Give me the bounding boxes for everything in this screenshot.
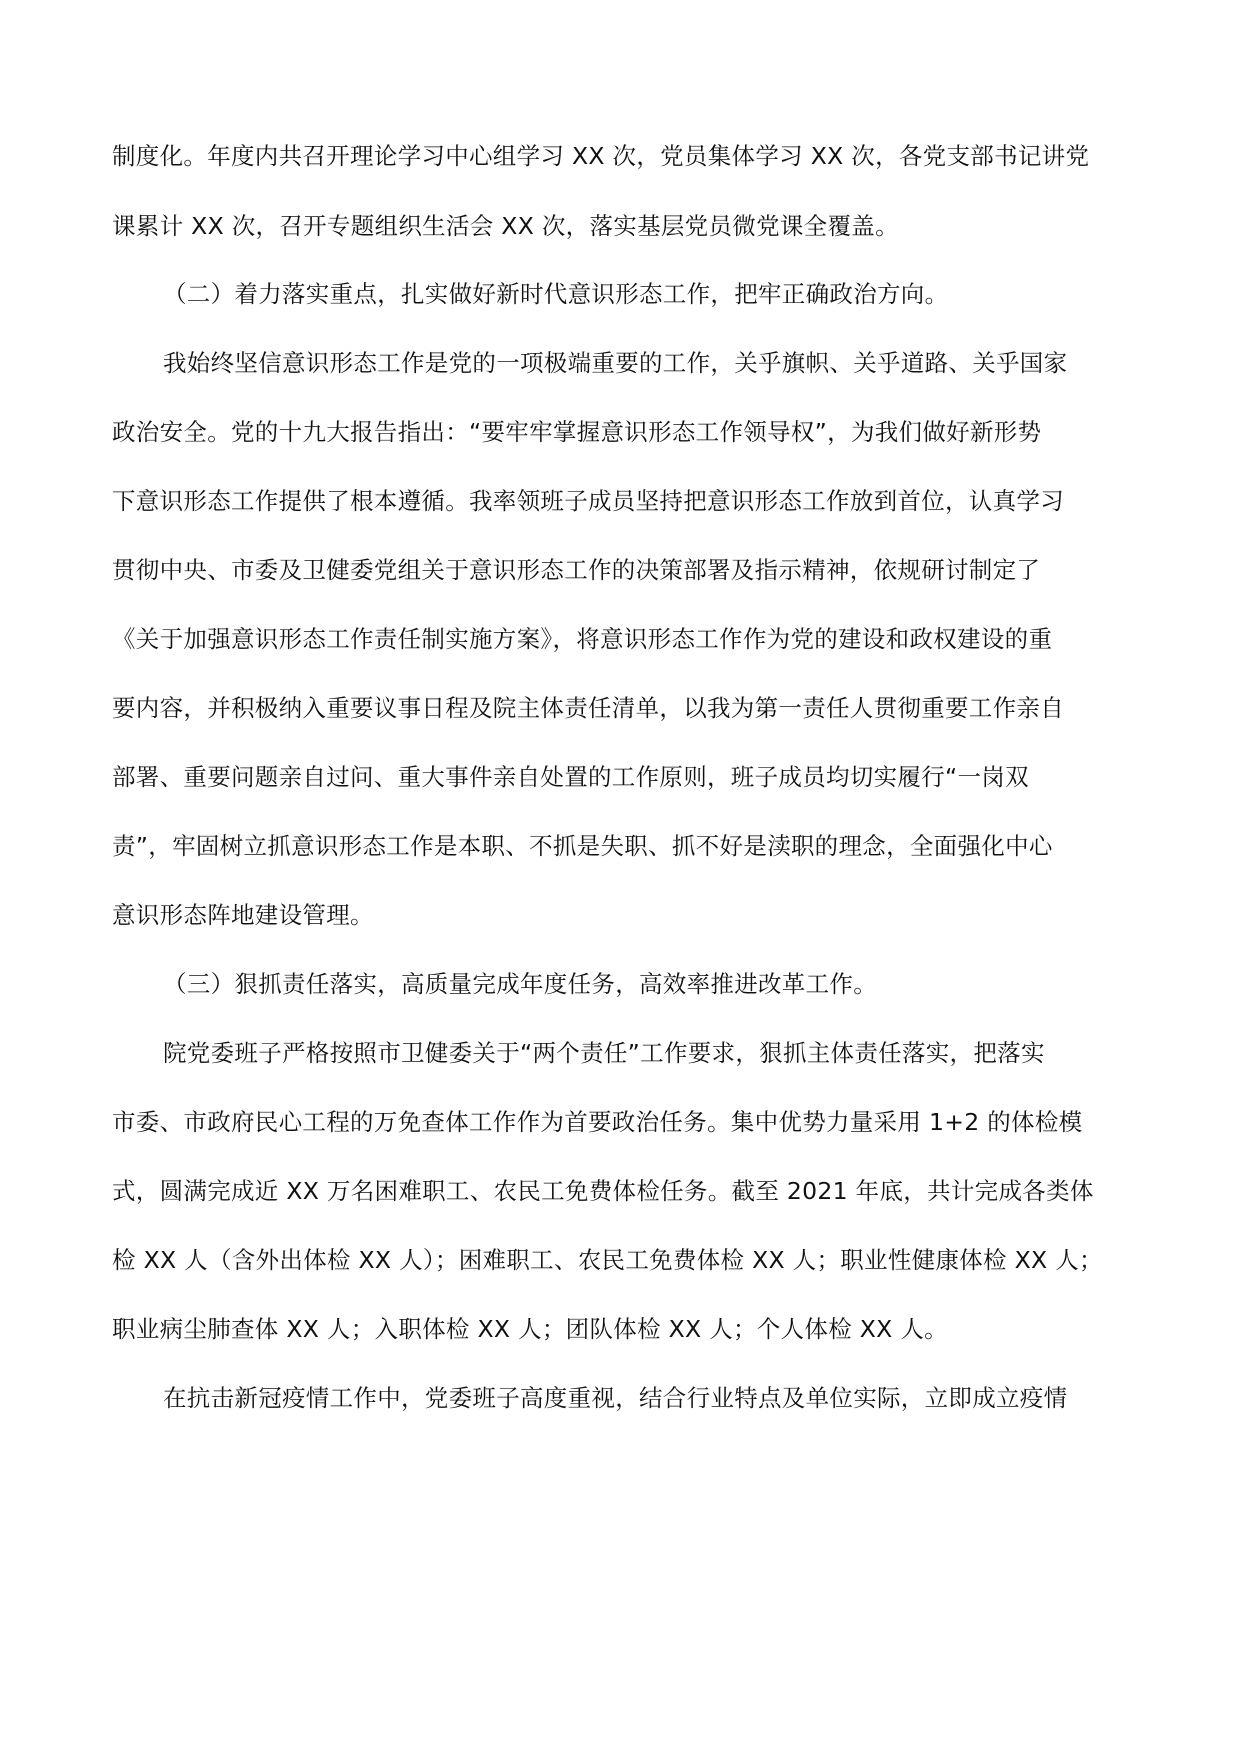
section-heading: （三）狠抓责任落实，高质量完成年度任务，高效率推进改革工作。	[163, 970, 877, 998]
paragraph-line: 《关于加强意识形态工作责任制实施方案》，将意识形态工作作为党的建设和政权建设的重	[112, 625, 1053, 653]
paragraph-line: 政治安全。党的十九大报告指出：“要牢牢掌握意识形态工作领导权”，为我们做好新形势	[112, 418, 1042, 446]
paragraph-line: 课累计 XX 次，召开专题组织生活会 XX 次，落实基层党员微党课全覆盖。	[112, 212, 899, 240]
paragraph-line: 市委、市政府民心工程的万免查体工作作为首要政治任务。集中优势力量采用 1+2 的体检模	[112, 1108, 1083, 1136]
section-heading: （二）着力落实重点，扎实做好新时代意识形态工作，把牢正确政治方向。	[163, 280, 949, 308]
paragraph-line: 院党委班子严格按照市卫健委关于“两个责任”工作要求，狠抓主体责任落实，把落实	[163, 1039, 1045, 1067]
paragraph-line: 我始终坚信意识形态工作是党的一项极端重要的工作，关乎旗帜、关乎道路、关乎国家	[163, 349, 1068, 377]
paragraph-line: 贯彻中央、市委及卫健委党组关于意识形态工作的决策部署及指示精神，依规研讨制定了	[112, 556, 1041, 584]
paragraph-line: 部署、重要问题亲自过问、重大事件亲自处置的工作原则，班子成员均切实履行“一岗双	[112, 763, 1029, 791]
paragraph-line: 意识形态阵地建设管理。	[112, 901, 374, 929]
paragraph-line: 式，圆满完成近 XX 万名困难职工、农民工免费体检任务。截至 2021 年底，共计完成各类体	[112, 1177, 1094, 1205]
paragraph-line: 要内容，并积极纳入重要议事日程及院主体责任清单，以我为第一责任人贯彻重要工作亲自	[112, 694, 1064, 722]
paragraph-line: 制度化。年度内共召开理论学习中心组学习 XX 次，党员集体学习 XX 次，各党支部书记讲党	[112, 142, 1090, 170]
paragraph-line: 职业病尘肺查体 XX 人；入职体检 XX 人；团队体检 XX 人；个人体检 XX 人。	[112, 1315, 948, 1343]
paragraph-line: 责”，牢固树立抓意识形态工作是本职、不抓是失职、抓不好是渎职的理念，全面强化中心	[112, 832, 1053, 860]
paragraph-line: 检 XX 人（含外出体检 XX 人）；困难职工、农民工免费体检 XX 人；职业性健康体检 XX 人；	[112, 1246, 1103, 1274]
paragraph-line: 在抗击新冠疫情工作中，党委班子高度重视，结合行业特点及单位实际，立即成立疫情	[163, 1384, 1068, 1412]
paragraph-line: 下意识形态工作提供了根本遵循。我率领班子成员坚持把意识形态工作放到首位，认真学习	[112, 487, 1064, 515]
